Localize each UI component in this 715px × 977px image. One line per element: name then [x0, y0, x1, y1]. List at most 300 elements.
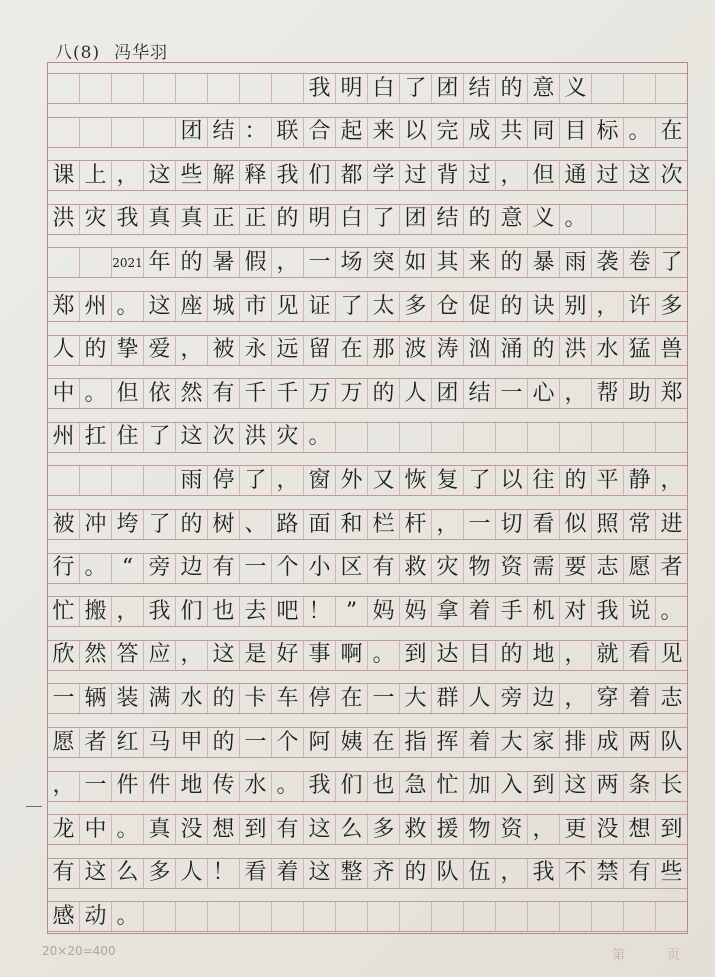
grid-cell: 来 [464, 248, 496, 277]
grid-cell: 有 [272, 815, 304, 844]
grid-cell: 就 [592, 641, 624, 670]
grid-cell: 的 [272, 205, 304, 234]
grid-cell: 了 [660, 249, 683, 275]
grid-cell: 了 [144, 423, 176, 452]
grid-cell: 的 [400, 859, 432, 888]
grid-cell: 猛 [624, 336, 656, 365]
grid-cell: 条 [624, 772, 656, 801]
grid-cell: 救 [400, 815, 432, 844]
grid-cell: 合 [304, 118, 336, 147]
grid-cell: 说 [624, 597, 656, 626]
grid-cell: 入 [496, 772, 528, 801]
grid-cell: 进 [660, 511, 683, 537]
grid-cell: 妈 [368, 597, 400, 626]
grid-cell: 答 [112, 641, 144, 670]
grid-cell: 然 [176, 379, 208, 408]
grid-cell: 过 [464, 161, 496, 190]
grid-cell [144, 466, 176, 495]
grid-cell [112, 466, 144, 495]
grid-cell: 涌 [496, 336, 528, 365]
grid-cell: 欣 [48, 641, 80, 670]
grid-cell: 多 [368, 815, 400, 844]
grid-cell: 永 [240, 336, 272, 365]
grid-cell: 的 [176, 510, 208, 539]
grid-cell: 目 [464, 641, 496, 670]
grid-cell: 忙 [48, 597, 80, 626]
grid-cell: 地 [176, 772, 208, 801]
grid-cell: 郑 [48, 292, 80, 321]
grid-cell: 这 [80, 859, 112, 888]
grid-cell: 真 [144, 205, 176, 234]
grid-cell: ， [560, 379, 592, 408]
grid-cell: 留 [304, 336, 336, 365]
grid-cell [272, 902, 304, 931]
grid-cell: 有 [624, 859, 656, 888]
grid-cell: 的 [496, 641, 528, 670]
page-suffix: 页 [667, 948, 681, 963]
grid-cell: 着 [464, 728, 496, 757]
grid-cell: 在 [336, 336, 368, 365]
grid-cell [528, 423, 560, 452]
grid-cell [592, 205, 624, 234]
grid-cell: 人 [176, 859, 208, 888]
grid-cell [336, 902, 368, 931]
grid-cell: 被 [48, 510, 80, 539]
grid-cell: ， [272, 248, 304, 277]
grid-cell: 复 [432, 466, 464, 495]
grid-cell: 我 [272, 161, 304, 190]
grid-cell: 年 [144, 248, 176, 277]
grid-row [48, 247, 687, 278]
grid-cell: 区 [336, 554, 368, 583]
grid-cell: 但 [528, 161, 560, 190]
grid-cell: 排 [560, 728, 592, 757]
grid-cell: 者 [660, 555, 683, 581]
grid-cell [400, 423, 432, 452]
grid-cell: ， [496, 859, 528, 888]
grid-cell: 。 [272, 772, 304, 801]
grid-cell: 以 [496, 466, 528, 495]
grid-cell: 机 [528, 597, 560, 626]
grid-cell: 解 [208, 161, 240, 190]
grid-cell: 这 [144, 161, 176, 190]
grid-cell: 这 [560, 772, 592, 801]
grid-cell: 指 [400, 728, 432, 757]
grid-cell: 一 [48, 684, 80, 713]
grid-cell: 急 [400, 772, 432, 801]
grid-cell: 袭 [592, 248, 624, 277]
grid-cell: 边 [528, 684, 560, 713]
grid-cell [592, 902, 624, 931]
grid-cell: 么 [112, 859, 144, 888]
grid-cell: 的 [464, 205, 496, 234]
grid-cell: 背 [432, 161, 464, 190]
grid-cell: 们 [176, 597, 208, 626]
grid-cell: 雨 [176, 466, 208, 495]
grid-cell: 往 [528, 466, 560, 495]
grid-cell: 车 [272, 684, 304, 713]
grid-cell: 事 [304, 641, 336, 670]
grid-cell: 意 [496, 205, 528, 234]
grid-cell: 静 [624, 466, 656, 495]
grid-cell [560, 902, 592, 931]
grid-cell: 灾 [272, 423, 304, 452]
grid-cell: 好 [272, 641, 304, 670]
grid-cell: 汹 [464, 336, 496, 365]
page-number-label [612, 944, 680, 963]
grid-cell: 人 [464, 684, 496, 713]
grid-cell: 想 [624, 815, 656, 844]
margin-mark [26, 806, 42, 807]
grid-cell: 意 [528, 74, 560, 103]
grid-cell: 涛 [432, 336, 464, 365]
grid-cell: 加 [464, 772, 496, 801]
grid-cell: 住 [112, 423, 144, 452]
grid-cell: 真 [144, 815, 176, 844]
grid-cell: 城 [208, 292, 240, 321]
grid-cell [592, 423, 624, 452]
grid-cell: 明 [336, 74, 368, 103]
grid-cell: 结 [432, 205, 464, 234]
grid-cell: 结 [464, 74, 496, 103]
grid-cell: 照 [592, 510, 624, 539]
grid-cell [624, 902, 656, 931]
grid-cell [304, 902, 336, 931]
grid-cell: 些 [660, 860, 683, 886]
grid-cell: 资 [496, 554, 528, 583]
grid-cell: 这 [304, 859, 336, 888]
grid-cell: 课 [48, 161, 80, 190]
grid-cell: 一 [368, 684, 400, 713]
grid-row [48, 509, 687, 540]
grid-cell: 么 [336, 815, 368, 844]
grid-cell: 人 [48, 336, 80, 365]
grid-cell: ， [660, 467, 683, 493]
grid-cell: 着 [624, 684, 656, 713]
grid-cell: 没 [592, 815, 624, 844]
grid-cell: 愿 [48, 728, 80, 757]
grid-cell: 到 [240, 815, 272, 844]
grid-cell: 到 [400, 641, 432, 670]
grid-cell: 多 [400, 292, 432, 321]
grid-cell: ， [528, 815, 560, 844]
grid-cell: 有 [368, 554, 400, 583]
grid-cell: 更 [560, 815, 592, 844]
grid-cell [208, 74, 240, 103]
grid-cell: 正 [240, 205, 272, 234]
grid-cell: 过 [400, 161, 432, 190]
grid-cell: 整 [336, 859, 368, 888]
grid-cell: 2021 [112, 248, 144, 277]
grid-cell [432, 423, 464, 452]
grid-cell: 栏 [368, 510, 400, 539]
grid-cell: 如 [400, 248, 432, 277]
grid-cell: 一 [80, 772, 112, 801]
grid-cell: ， [560, 684, 592, 713]
grid-cell: 志 [660, 685, 683, 711]
grid-cell: 传 [208, 772, 240, 801]
grid-cell: 妈 [400, 597, 432, 626]
grid-cell: 一 [240, 554, 272, 583]
grid-cell: 了 [464, 466, 496, 495]
grid-cell: 促 [464, 292, 496, 321]
grid-cell: 冲 [80, 510, 112, 539]
student-header [55, 38, 168, 63]
grid-cell: 切 [496, 510, 528, 539]
grid-cell: 明 [304, 205, 336, 234]
grid-cell: 。 [112, 815, 144, 844]
grid-cell: ， [496, 161, 528, 190]
grid-cell: 义 [528, 205, 560, 234]
grid-cell: 们 [304, 161, 336, 190]
grid-cell: 突 [368, 248, 400, 277]
grid-row [48, 204, 687, 235]
grid-cell: 千 [240, 379, 272, 408]
grid-cell: 水 [240, 772, 272, 801]
grid-cell: 通 [560, 161, 592, 190]
grid-cell [656, 205, 687, 234]
grid-cell: 平 [592, 466, 624, 495]
grid-cell: 水 [176, 684, 208, 713]
grid-cell: ， [560, 641, 592, 670]
grid-cell: 这 [176, 423, 208, 452]
grid-cell: 树 [208, 510, 240, 539]
grid-cell: 见 [660, 642, 683, 668]
grid-cell: 成 [464, 118, 496, 147]
grid-cell: ” [336, 597, 368, 626]
grid-cell: 看 [528, 510, 560, 539]
grid-cell: 多 [660, 293, 683, 319]
grid-cell: ！ [304, 597, 336, 626]
grid-cell: 地 [528, 641, 560, 670]
grid-cell: 装 [112, 684, 144, 713]
grid-cell: 。 [80, 379, 112, 408]
grid-cell: 个 [272, 554, 304, 583]
grid-cell: 然 [80, 641, 112, 670]
grid-cell [240, 74, 272, 103]
grid-cell: 又 [368, 466, 400, 495]
grid-cell: 卷 [624, 248, 656, 277]
grid-cell: 着 [272, 859, 304, 888]
grid-cell: 群 [432, 684, 464, 713]
grid-cell: 团 [400, 205, 432, 234]
grid-cell: 起 [336, 118, 368, 147]
grid-cell: 阿 [304, 728, 336, 757]
grid-cell: 暑 [208, 248, 240, 277]
grid-cell: 团 [432, 74, 464, 103]
grid-cell: 忙 [432, 772, 464, 801]
grid-cell: 在 [368, 728, 400, 757]
grid-cell: 队 [660, 729, 683, 755]
grid-cell: 其 [432, 248, 464, 277]
grid-cell: 。 [368, 641, 400, 670]
grid-cell: 也 [368, 772, 400, 801]
grid-cell [80, 74, 112, 103]
grid-cell: 我 [592, 597, 624, 626]
grid-cell [144, 118, 176, 147]
grid-cell [112, 118, 144, 147]
grid-cell: 我 [304, 74, 336, 103]
grid-cell: 白 [368, 74, 400, 103]
grid-cell: 件 [144, 772, 176, 801]
grid-cell: 多 [144, 859, 176, 888]
grid-cell: 标 [592, 118, 624, 147]
grid-cell: 次 [208, 423, 240, 452]
grid-cell: 件 [112, 772, 144, 801]
grid-cell: 些 [176, 161, 208, 190]
grid-cell: 许 [624, 292, 656, 321]
grid-cell [48, 466, 80, 495]
grid-cell: 学 [368, 161, 400, 190]
grid-cell: 州 [48, 423, 80, 452]
grid-cell: 团 [176, 118, 208, 147]
grid-cell: 有 [208, 379, 240, 408]
grid-cell: 着 [464, 597, 496, 626]
grid-cell: 是 [240, 641, 272, 670]
grid-row [48, 683, 687, 714]
grid-cell: 千 [272, 379, 304, 408]
grid-cell: 的 [496, 292, 528, 321]
grid-cell: 了 [368, 205, 400, 234]
grid-cell: 的 [80, 336, 112, 365]
grid-cell: 。 [560, 205, 592, 234]
grid-row [48, 335, 687, 366]
grid-cell: 行 [48, 554, 80, 583]
grid-cell: 同 [528, 118, 560, 147]
grid-cell: 看 [624, 641, 656, 670]
grid-cell: 达 [432, 641, 464, 670]
grid-cell [496, 902, 528, 931]
grid-cell: 助 [624, 379, 656, 408]
grid-cell: 灾 [432, 554, 464, 583]
grid-cell: 拿 [432, 597, 464, 626]
grid-cell: 者 [80, 728, 112, 757]
grid-cell: 上 [80, 161, 112, 190]
grid-cell: 。 [80, 554, 112, 583]
grid-cell: 有 [208, 554, 240, 583]
grid-cell: 人 [400, 379, 432, 408]
grid-cell [656, 423, 687, 452]
grid-cell: 一 [496, 379, 528, 408]
grid-cell: 队 [432, 859, 464, 888]
grid-cell: 市 [240, 292, 272, 321]
grid-cell: 座 [176, 292, 208, 321]
grid-cell: 动 [80, 902, 112, 931]
grid-cell [432, 902, 464, 931]
grid-cell [624, 423, 656, 452]
grid-cell: 结 [464, 379, 496, 408]
grid-cell: 我 [528, 859, 560, 888]
grid-cell: 波 [400, 336, 432, 365]
grid-cell: 和 [336, 510, 368, 539]
grid-cell: 结 [208, 118, 240, 147]
grid-cell: 边 [176, 554, 208, 583]
grid-cell: 应 [144, 641, 176, 670]
grid-cell: 的 [208, 684, 240, 713]
grid-cell: 旁 [496, 684, 528, 713]
grid-row [48, 378, 687, 409]
grid-cell: 灾 [80, 205, 112, 234]
class-label: 八(8) [55, 43, 101, 63]
grid-cell: 这 [624, 161, 656, 190]
grid-cell: 成 [592, 728, 624, 757]
grid-cell: 旁 [144, 554, 176, 583]
grid-cell [48, 248, 80, 277]
grid-cell: 满 [144, 684, 176, 713]
grid-cell: 团 [432, 379, 464, 408]
grid-cell: 联 [272, 118, 304, 147]
grid-cell: 不 [560, 859, 592, 888]
grid-cell: 物 [464, 815, 496, 844]
grid-cell: 们 [336, 772, 368, 801]
grid-row [48, 553, 687, 584]
grid-cell: 伍 [464, 859, 496, 888]
grid-spec-label: 20×20=400 [42, 944, 116, 958]
grid-cell: 垮 [112, 510, 144, 539]
grid-cell: 次 [660, 162, 683, 188]
grid-cell [464, 423, 496, 452]
grid-row [48, 858, 687, 889]
grid-cell: 救 [400, 554, 432, 583]
grid-cell: 真 [176, 205, 208, 234]
grid-cell: 心 [528, 379, 560, 408]
grid-row [48, 901, 687, 932]
grid-cell: 过 [592, 161, 624, 190]
grid-row [48, 727, 687, 758]
grid-cell: 到 [528, 772, 560, 801]
grid-cell: 中 [80, 815, 112, 844]
grid-cell: 义 [560, 74, 592, 103]
grid-cell: 洪 [560, 336, 592, 365]
grid-cell: 的 [208, 728, 240, 757]
grid-cell: 的 [496, 248, 528, 277]
grid-cell: 有 [48, 859, 80, 888]
grid-cell: ， [112, 161, 144, 190]
grid-cell: 了 [144, 510, 176, 539]
grid-cell: 在 [336, 684, 368, 713]
grid-cell: 的 [560, 466, 592, 495]
grid-cell: 但 [112, 379, 144, 408]
grid-cell: 辆 [80, 684, 112, 713]
grid-cell [208, 902, 240, 931]
grid-row [48, 73, 687, 104]
grid-cell: 志 [592, 554, 624, 583]
grid-cell: 资 [496, 815, 528, 844]
grid-cell: 。 [112, 292, 144, 321]
grid-cell [560, 423, 592, 452]
grid-cell: 要 [560, 554, 592, 583]
grid-cell: 这 [144, 292, 176, 321]
grid-cell: 、 [240, 510, 272, 539]
grid-cell [464, 902, 496, 931]
grid-cell: 仓 [432, 292, 464, 321]
grid-cell: ， [432, 510, 464, 539]
grid-cell: 依 [144, 379, 176, 408]
grid-cell [240, 902, 272, 931]
grid-cell: 我 [304, 772, 336, 801]
grid-cell: 远 [272, 336, 304, 365]
grid-cell: 挥 [432, 728, 464, 757]
grid-cell: 来 [368, 118, 400, 147]
grid-cell: 洪 [240, 423, 272, 452]
grid-cell: 大 [496, 728, 528, 757]
grid-cell: 兽 [660, 337, 683, 363]
grid-cell: 这 [208, 641, 240, 670]
grid-cell: 目 [560, 118, 592, 147]
grid-cell: 啊 [336, 641, 368, 670]
grid-cell: 雨 [560, 248, 592, 277]
grid-cell: 挚 [112, 336, 144, 365]
